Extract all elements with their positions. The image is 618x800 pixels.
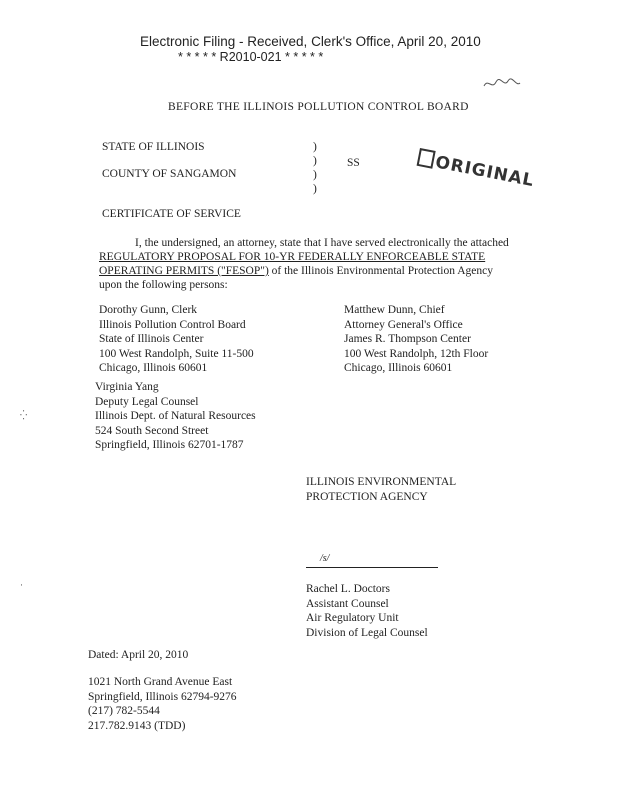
caption-bracket: ) xyxy=(313,169,317,181)
agency-name xyxy=(306,475,456,504)
agency-address-block xyxy=(88,675,237,733)
certificate-heading: CERTIFICATE OF SERVICE xyxy=(102,208,241,220)
signatory-line: Rachel L. Doctors xyxy=(306,583,390,595)
scan-speck: ⁛ xyxy=(20,410,28,420)
recipient-block-clerk xyxy=(99,303,254,376)
body-line-1: I, the undersigned, an attorney, state that I have served electronically the attached xyxy=(135,237,509,249)
scan-speck: · xyxy=(20,580,23,590)
docket-number: * * * * * R2010-021 * * * * * xyxy=(178,50,324,64)
recipient-line: Springfield, Illinois 62701-1787 xyxy=(95,439,244,451)
signature-mark: /s/ xyxy=(320,553,330,564)
recipient-line: State of Illinois Center xyxy=(99,333,204,345)
electronic-filing-header: Electronic Filing - Received, Clerk's Office, April 20, 2010 xyxy=(140,34,481,49)
caption-state: STATE OF ILLINOIS xyxy=(102,141,205,153)
address-line: 217.782.9143 (TDD) xyxy=(88,719,186,732)
recipient-line: James R. Thompson Center xyxy=(344,333,471,345)
agency-line-2: PROTECTION AGENCY xyxy=(306,490,428,503)
original-stamp-text: ORIGINAL xyxy=(433,152,537,192)
recipient-line: Illinois Dept. of Natural Resources xyxy=(95,410,256,422)
handwritten-scribble-icon xyxy=(482,76,522,92)
signatory-line: Assistant Counsel xyxy=(306,597,389,610)
caption-bracket: ) xyxy=(313,155,317,167)
body-line-3 xyxy=(99,264,493,278)
board-title: BEFORE THE ILLINOIS POLLUTION CONTROL BOARD xyxy=(168,101,469,113)
recipient-line: Deputy Legal Counsel xyxy=(95,395,199,408)
signatory-block xyxy=(306,582,428,640)
signature-line xyxy=(306,567,438,568)
fesop-title: OPERATING PERMITS ("FESOP") xyxy=(99,265,269,277)
signatory-line: Division of Legal Counsel xyxy=(306,626,428,639)
recipient-line: Chicago, Illinois 60601 xyxy=(99,362,208,374)
agency-line-1: ILLINOIS ENVIRONMENTAL xyxy=(306,476,457,488)
recipient-block-attorney-general xyxy=(344,303,488,376)
recipient-line: 524 South Second Street xyxy=(95,424,209,437)
dated-line: Dated: April 20, 2010 xyxy=(88,649,189,661)
recipient-line: Virginia Yang xyxy=(95,381,159,393)
caption-bracket: ) xyxy=(313,141,317,153)
recipient-line: Matthew Dunn, Chief xyxy=(344,304,445,316)
caption-bracket: ) xyxy=(313,183,317,195)
address-line: Springfield, Illinois 62794-9276 xyxy=(88,690,237,703)
body-line-2-document-title: REGULATORY PROPOSAL FOR 10-YR FEDERALLY ENFORCEABLE STATE xyxy=(99,251,486,263)
address-line: (217) 782-5544 xyxy=(88,705,160,717)
recipient-line: 100 West Randolph, Suite 11-500 xyxy=(99,347,254,360)
address-line: 1021 North Grand Avenue East xyxy=(88,676,233,688)
caption-ss: SS xyxy=(347,157,360,169)
recipient-line: 100 West Randolph, 12th Floor xyxy=(344,347,489,360)
recipient-block-idnr xyxy=(95,380,256,453)
caption-county: COUNTY OF SANGAMON xyxy=(102,168,237,180)
recipient-line: Dorothy Gunn, Clerk xyxy=(99,304,198,316)
recipient-line: Chicago, Illinois 60601 xyxy=(344,362,453,374)
recipient-line: Attorney General's Office xyxy=(344,318,463,331)
signatory-line: Air Regulatory Unit xyxy=(306,612,399,624)
stamp-box-icon xyxy=(417,148,436,169)
recipient-line: Illinois Pollution Control Board xyxy=(99,318,246,331)
body-line-4: upon the following persons: xyxy=(99,279,228,291)
original-stamp xyxy=(416,148,536,191)
body-line-3-rest: of the Illinois Environmental Protection Agency xyxy=(268,265,493,277)
